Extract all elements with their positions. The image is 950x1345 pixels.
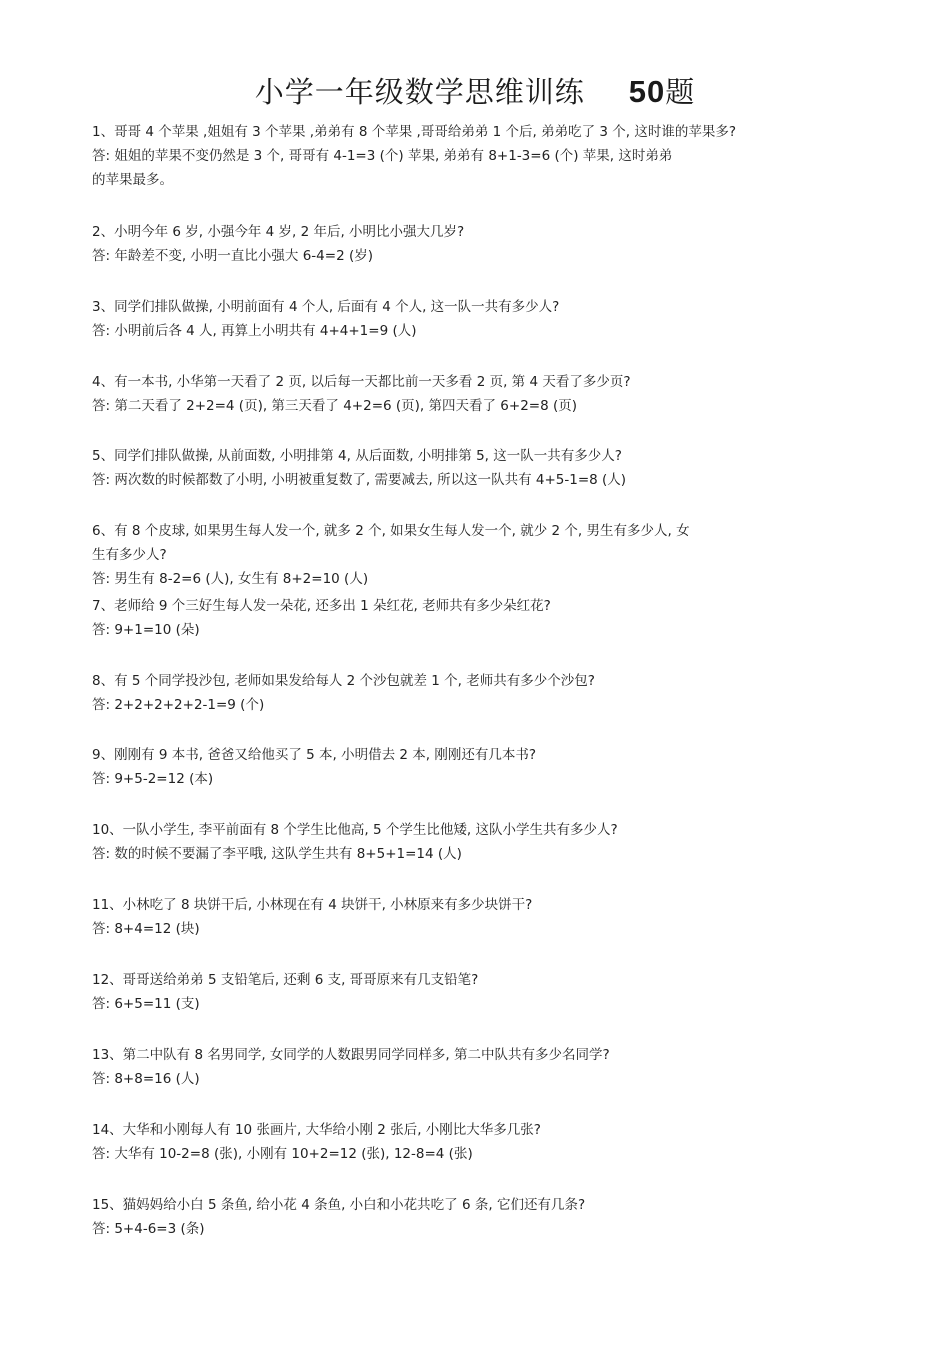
title-tail: 题 xyxy=(665,75,696,109)
page-title xyxy=(0,72,950,112)
question-5: 5、同学们排队做操, 从前面数, 小明排第 4, 从后面数, 小明排第 5, 这一队一共有多少人? xyxy=(92,448,622,464)
answer-8: 答: 2+2+2+2+2-1=9 (个) xyxy=(92,697,265,713)
answer-11: 答: 8+4=12 (块) xyxy=(92,921,200,937)
question-7: 7、老师给 9 个三好生每人发一朵花, 还多出 1 朵红花, 老师共有多少朵红花? xyxy=(92,598,551,614)
title-number: 50 xyxy=(628,74,666,109)
title-text: 小学一年级数学思维训练 xyxy=(254,75,585,109)
answer-7: 答: 9+1=10 (朵) xyxy=(92,622,200,638)
question-6: 6、有 8 个皮球, 如果男生每人发一个, 就多 2 个, 如果女生每人发一个, 就少 2 个, 男生有多少人, 女 xyxy=(92,523,690,539)
problem-10 xyxy=(92,818,852,866)
problem-2 xyxy=(92,220,852,268)
problem-11 xyxy=(92,893,852,941)
problem-6 xyxy=(92,519,852,591)
problem-12 xyxy=(92,968,852,1016)
question-4: 4、有一本书, 小华第一天看了 2 页, 以后每一天都比前一天多看 2 页, 第 4 天看了多少页? xyxy=(92,374,631,390)
problem-8 xyxy=(92,669,852,717)
answer-9: 答: 9+5-2=12 (本) xyxy=(92,771,214,787)
question-3: 3、同学们排队做操, 小明前面有 4 个人, 后面有 4 个人, 这一队一共有多少人? xyxy=(92,299,560,315)
problem-5 xyxy=(92,444,852,492)
answer-5: 答: 两次数的时候都数了小明, 小明被重复数了, 需要减去, 所以这一队共有 4+5-1=8 (人) xyxy=(92,472,627,488)
answer-10: 答: 数的时候不要漏了李平哦, 这队学生共有 8+5+1=14 (人) xyxy=(92,846,462,862)
question-1: 1、哥哥 4 个苹果 ,姐姐有 3 个苹果 ,弟弟有 8 个苹果 ,哥哥给弟弟 1 个后, 弟弟吃了 3 个, 这时谁的苹果多? xyxy=(92,124,737,140)
question-13: 13、第二中队有 8 名男同学, 女同学的人数跟男同学同样多, 第二中队共有多少名同学? xyxy=(92,1047,610,1063)
question-11: 11、小林吃了 8 块饼干后, 小林现在有 4 块饼干, 小林原来有多少块饼干? xyxy=(92,897,533,913)
problem-4 xyxy=(92,370,852,418)
problem-13 xyxy=(92,1043,852,1091)
question-14: 14、大华和小刚每人有 10 张画片, 大华给小刚 2 张后, 小刚比大华多几张? xyxy=(92,1122,541,1138)
problem-7 xyxy=(92,594,852,642)
question-6-cont: 生有多少人? xyxy=(92,547,167,563)
question-9: 9、刚刚有 9 本书, 爸爸又给他买了 5 本, 小明借去 2 本, 刚刚还有几本书? xyxy=(92,747,537,763)
answer-15: 答: 5+4-6=3 (条) xyxy=(92,1221,205,1237)
answer-13: 答: 8+8=16 (人) xyxy=(92,1071,200,1087)
question-10: 10、一队小学生, 李平前面有 8 个学生比他高, 5 个学生比他矮, 这队小学生共有多少人? xyxy=(92,822,618,838)
answer-3: 答: 小明前后各 4 人, 再算上小明共有 4+4+1=9 (人) xyxy=(92,323,417,339)
answer-12: 答: 6+5=11 (支) xyxy=(92,996,200,1012)
problem-3 xyxy=(92,295,852,343)
answer-14: 答: 大华有 10-2=8 (张), 小刚有 10+2=12 (张), 12-8=4 (张) xyxy=(92,1146,473,1162)
question-2: 2、小明今年 6 岁, 小强今年 4 岁, 2 年后, 小明比小强大几岁? xyxy=(92,224,465,240)
question-8: 8、有 5 个同学投沙包, 老师如果发给每人 2 个沙包就差 1 个, 老师共有多少个沙包? xyxy=(92,673,595,689)
problem-9 xyxy=(92,743,852,791)
answer-2: 答: 年龄差不变, 小明一直比小强大 6-4=2 (岁) xyxy=(92,248,373,264)
answer-1: 答: 姐姐的苹果不变仍然是 3 个, 哥哥有 4-1=3 (个) 苹果, 弟弟有 8+1-3=6 (个) 苹果, 这时弟弟 xyxy=(92,148,673,164)
answer-4: 答: 第二天看了 2+2=4 (页), 第三天看了 4+2=6 (页), 第四天看了 6+2=8 (页) xyxy=(92,398,578,414)
question-15: 15、猫妈妈给小白 5 条鱼, 给小花 4 条鱼, 小白和小花共吃了 6 条, 它们还有几条? xyxy=(92,1197,586,1213)
problem-15 xyxy=(92,1193,852,1241)
question-12: 12、哥哥送给弟弟 5 支铅笔后, 还剩 6 支, 哥哥原来有几支铅笔? xyxy=(92,972,479,988)
problem-14 xyxy=(92,1118,852,1166)
problem-1 xyxy=(92,120,852,192)
answer-1-cont: 的苹果最多。 xyxy=(92,172,173,188)
answer-6: 答: 男生有 8-2=6 (人), 女生有 8+2=10 (人) xyxy=(92,571,369,587)
